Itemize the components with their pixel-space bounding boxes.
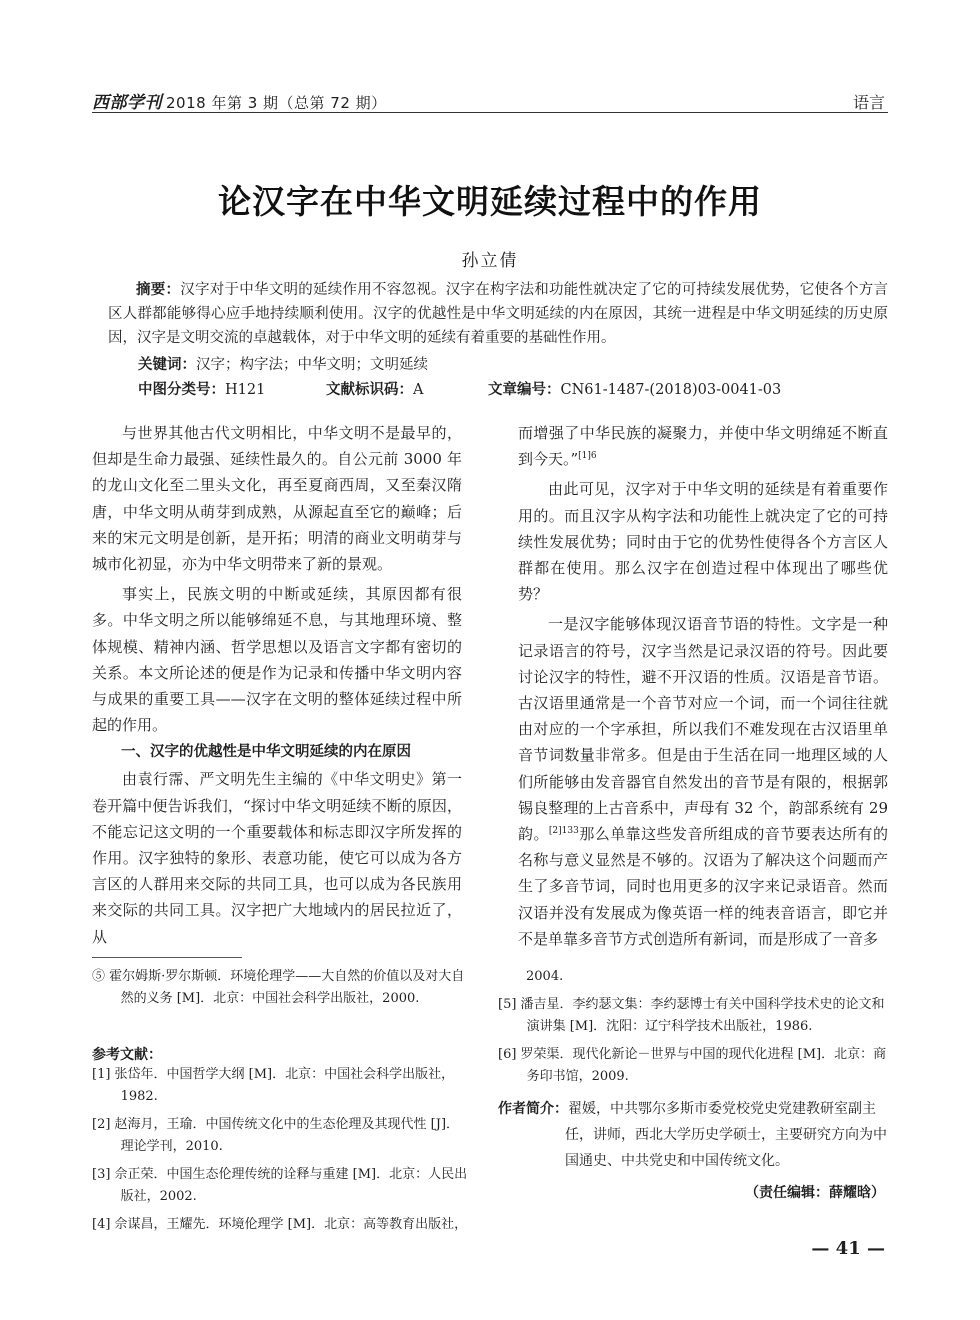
footnote-mark: ⑤ (92, 969, 106, 984)
footnote (92, 966, 472, 1016)
journal-name: 西部学刊 (92, 93, 162, 113)
author-name: 孙立倩 (461, 251, 519, 271)
keywords-label: 关键词： (138, 357, 196, 373)
running-header (92, 88, 387, 113)
header-rule (92, 112, 888, 113)
section-label: 语言 (852, 93, 885, 112)
abstract (108, 278, 888, 350)
responsible-editor: （责任编辑：薛耀晗） (745, 1185, 885, 1201)
reference-item: [3] 佘正荣．中国生态伦理传统的诠释与重建 [M]．北京：人民出版社，2002. (92, 1167, 468, 1204)
citation-ref: [2]133 (548, 826, 579, 837)
paragraph (518, 611, 888, 952)
citation-ref: [1]6 (578, 451, 597, 462)
clc-number (138, 378, 265, 399)
article-no-value: CN61-1487-(2018)03-0041-03 (560, 382, 782, 398)
paragraph-text: 而增强了中华民族的凝聚力，并使中华文明绵延不断直到今天。” (518, 424, 888, 469)
paragraph-text: 那么单靠这些发音所组成的音节要表达所有的名称与意义显然是不够的。汉语为了解决这个问题而产生了多音节词，同时也用更多的汉字来记录语音。然而汉语并没有发展成为像英语一样的纯表音语言，即它并不是单靠多音节方式创造所有新词，而是形成了一音多 (518, 825, 888, 948)
references-list-left (92, 1064, 472, 1242)
clc-value: H121 (225, 382, 266, 398)
paragraph: 由此可见，汉字对于中华文明的延续是有着重要作用的。而且汉字从构字法和功能性上就决定了它的可持续性发展优势；同时由于它的优势性使得各个方言区人群都在使用。那么汉字在创造过程中体现出了哪些优势？ (518, 480, 888, 604)
paragraph: 与世界其他古代文明相比，中华文明不是最早的，但却是生命力最强、延续性最久的。自公元前 3000 年的龙山文化至二里头文化，再至夏商西周，又至秦汉隋唐，中华文明从萌芽到成熟，从源起直至它的巅峰；后来的宋元文明是创新，是开拓；明清的商业文明萌芽与城市化初显，亦为中华文明带来了新的景观。 (92, 424, 462, 574)
abstract-label: 摘要： (136, 282, 181, 298)
bio-text: 翟媛，中共鄂尔多斯市委党校党史党建教研室副主任，讲师，西北大学历史学硕士，主要研究方向为中国通史、中共党史和中国传统文化。 (565, 1101, 887, 1169)
reference-item: [1] 张岱年．中国哲学大纲 [M]．北京：中国社会科学出版社，1982. (92, 1067, 455, 1104)
abstract-text: 汉字对于中华文明的延续作用不容忽视。汉字在构字法和功能性就决定了它的可持续发展优势，它使各个方言区人群都能够得心应手地持续顺利使用。汉字的优越性是中华文明延续的内在原因，其统一进程是中华文明延续的历史原因，汉字是文明交流的卓越载体，对于中华文明的延续有着重要的基础性作用。 (108, 282, 888, 346)
article-no-label: 文章编号： (488, 382, 561, 398)
article-title: 论汉字在中华文明延续过程中的作用 (218, 182, 762, 221)
reference-item: [2] 赵海月，王瑜．中国传统文化中的生态伦理及其现代性 [J]．理论学刊，2010. (92, 1117, 460, 1154)
section-heading: 一、汉字的优越性是中华文明延续的内在原因 (121, 744, 411, 761)
doc-code-label: 文献标识码： (326, 382, 413, 398)
keywords-text: 汉字；构字法；中华文明；文明延续 (196, 357, 428, 373)
page-number: — 41 — (811, 1238, 885, 1259)
body-left-column (92, 420, 462, 950)
paragraph: 由袁行霈、严文明先生主编的《中华文明史》第一卷开篇中便告诉我们，“探讨中华文明延续不断的原因，不能忘记这文明的一个重要载体和标志即汉字所发挥的作用。汉字独特的象形、表意功能，使它可以成为各方言区的人群用来交际的共同工具，也可以成为各民族用来交际的共同工具。汉字把广大地域内的居民拉近了，从 (92, 770, 462, 946)
keywords (138, 353, 428, 374)
footnote-text: 霍尔姆斯·罗尔斯顿．环境伦理学——大自然的价值以及对大自然的义务 [M]．北京：中国社会科学出版社，2000. (109, 969, 465, 1006)
references-title: 参考文献： (92, 1047, 162, 1063)
reference-item: [4] 佘谋昌，王耀先．环境伦理学 [M]．北京：高等教育出版社， (92, 1217, 468, 1232)
references-list-right (498, 966, 888, 1094)
reference-item: [5] 潘吉星．李约瑟文集：李约瑟博士有关中国科学技术史的论文和演讲集 [M]．沈阳：辽宁科学技术出版社，1986. (498, 997, 885, 1034)
issue-info: 2018 年第 3 期（总第 72 期） (166, 94, 387, 112)
author-bio (498, 1096, 888, 1174)
footnote-item (92, 966, 472, 1010)
article-number (488, 378, 781, 399)
reference-continuation: 2004. (526, 969, 564, 984)
paragraph (518, 420, 888, 472)
clc-label: 中图分类号： (138, 382, 225, 398)
doc-code-value: A (413, 382, 424, 398)
reference-item: [6] 罗荣渠．现代化新论－世界与中国的现代化进程 [M]．北京：商务印书馆，2009. (498, 1047, 887, 1084)
footnote-rule (92, 957, 242, 958)
body-right-column (518, 420, 888, 952)
paragraph: 事实上，民族文明的中断或延续，其原因都有很多。中华文明之所以能够绵延不息，与其地理环境、整体规模、精神内涵、哲学思想以及语言文字都有密切的关系。本文所论述的便是作为记录和传播中华文明内容与成果的重要工具——汉字在文明的整体延续过程中所起的作用。 (92, 585, 462, 735)
paragraph-text: 一是汉字能够体现汉语音节语的特性。文字是一种记录语言的符号，汉字当然是记录汉语的符号。因此要讨论汉字的特性，避不开汉语的性质。汉语是音节语。古汉语里通常是一个音节对应一个词，而一个词往往就由对应的一个字承担，所以我们不难发现在古汉语里单音节词数量非常多。但是由于生活在同一地理区域的人们所能够由发音器官自然发出的音节是有限的，根据郭锡良整理的上古音系中，声母有 32 个，韵部系统有 29 韵。 (518, 615, 888, 844)
bio-label: 作者简介： (498, 1101, 568, 1117)
document-code (326, 378, 423, 399)
